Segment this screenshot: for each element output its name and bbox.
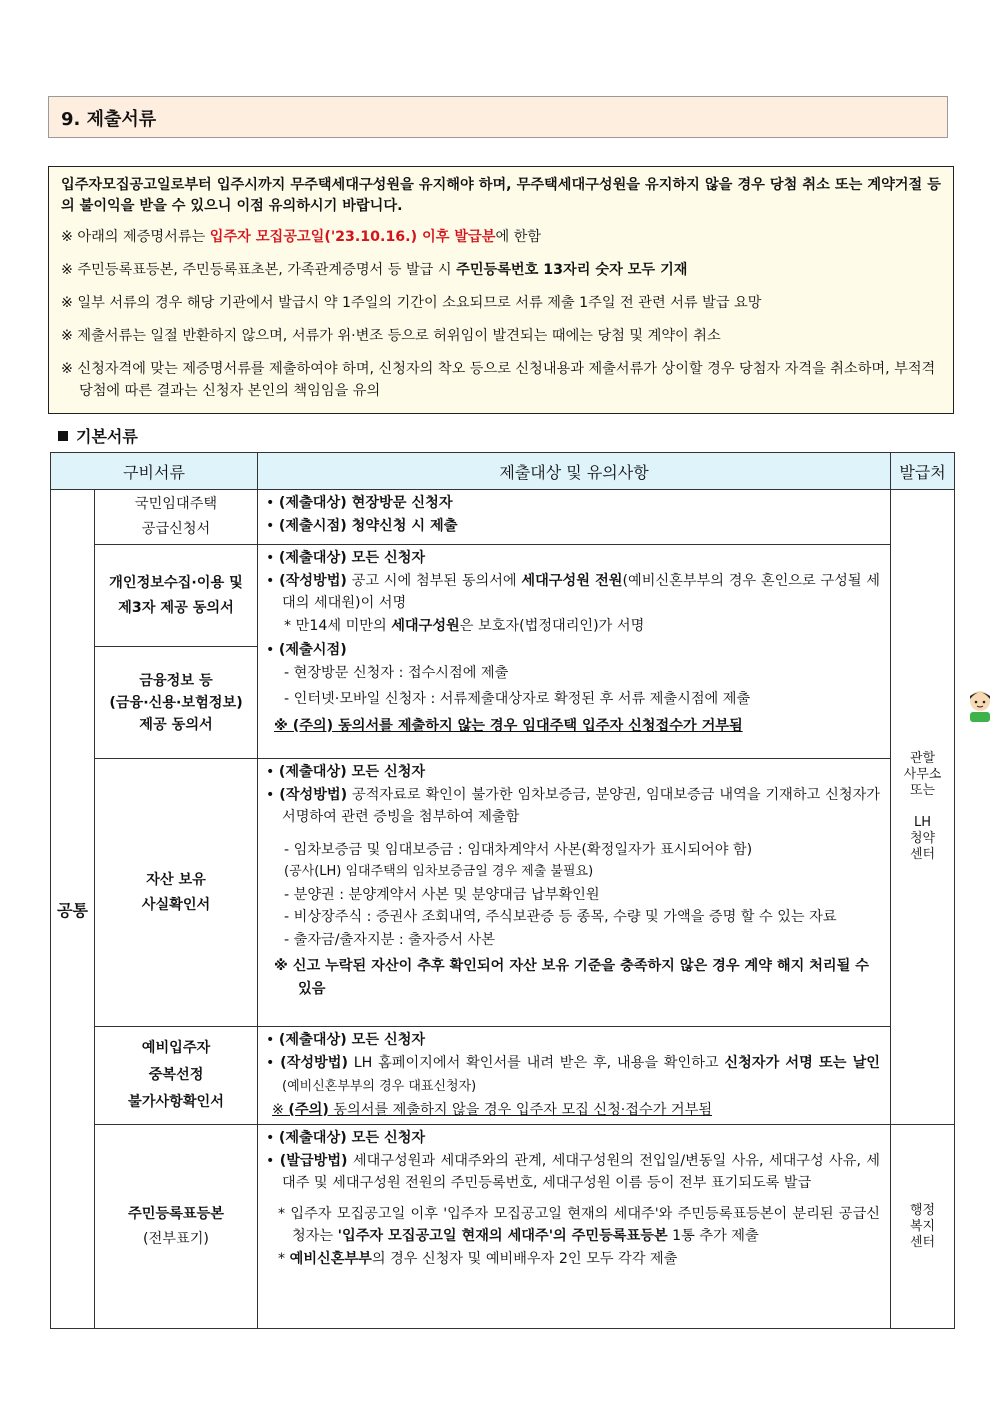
notice-item: ※ 제출서류는 일절 반환하지 않으며, 서류가 위·변조 등으로 허위임이 발견되는 때에는 당첨 및 계약이 취소 <box>61 328 721 344</box>
assistant-avatar-icon[interactable] <box>963 686 997 724</box>
notice-item: ※ 주민등록표등본, 주민등록표초본, 가족관계증명서 등 발급 시 주민등록번호 13자리 숫자 모두 기재 <box>61 262 688 278</box>
subsection-title: 기본서류 <box>58 424 138 447</box>
category-cell: 공통 <box>51 490 95 1329</box>
doc-detail: • (제출대상) 모든 신청자 • (작성방법) 공적자료로 확인이 불가한 임차보증금, 분양권, 임대보증금 내역을 기재하고 신청자가 서명하여 관련 증빙을 첨부하여 제출함 - 임차보증금 및 임대보증금 : 임대차계약서 사본(확정일자가 표시되어야 함) (공사(LH) 임대주택의 임차보증금일 경우 제출 불필요) - 분양권 : 분양계약서 사본 및 분양대금 납부확인원 - 비상장주식 : 증권사 조회내역, 주식보관증 등 종목, 수량 및 가액을 증명 할 수 있는 자료 - 출자금/출자지분 : 출자증서 사본 ※ 신고 누락된 자산이 추후 확인되어 자산 보유 기준을 충족하지 않은 경우 계약 해지 처리될 수 있음 <box>258 759 891 1027</box>
issuer-cell: 행정 복지 센터 <box>891 1125 955 1329</box>
square-bullet-icon <box>58 431 68 441</box>
header-doc: 구비서류 <box>51 453 258 490</box>
notice-lead: 입주자모집공고일로부터 입주시까지 무주택세대구성원을 유지해야 하며, 무주택세대구성원을 유지하지 않을 경우 당첨 취소 또는 계약거절 등의 불이익을 받을 수 있으니 이점 유의하시기 바랍니다. <box>61 177 941 214</box>
header-detail: 제출대상 및 유의사항 <box>258 453 891 490</box>
table-header-row <box>51 453 955 490</box>
table-row <box>51 490 955 545</box>
doc-name: 주민등록표등본 (전부표기) <box>95 1125 258 1329</box>
doc-name: 국민임대주택 공급신청서 <box>95 490 258 545</box>
doc-detail: • (제출대상) 모든 신청자 • (작성방법) LH 홈페이지에서 확인서를 내려 받은 후, 내용을 확인하고 신청자가 서명 또는 날인 (예비신혼부부의 경우 대표신청자) ※ (주의) 동의서를 제출하지 않을 경우 입주자 모집 신청·접수가 거부됨 <box>258 1027 891 1125</box>
section-title: 9. 제출서류 <box>48 96 948 138</box>
table-row <box>51 1125 955 1329</box>
doc-detail: • (제출대상) 모든 신청자 • (작성방법) 공고 시에 첨부된 동의서에 세대구성원 전원(예비신혼부부의 경우 혼인으로 구성될 세대의 세대원)이 서명 * 만14세 미만의 세대구성원은 보호자(법정대리인)가 서명 • (제출시점) - 현장방문 신청자 : 접수시점에 제출 - 인터넷·모바일 신청자 : 서류제출대상자로 확정된 후 서류 제출시점에 제출 ※ (주의) 동의서를 제출하지 않는 경우 임대주택 입주자 신청접수가 거부됨 <box>258 545 891 759</box>
notice-item: ※ 아래의 제증명서류는 입주자 모집공고일('23.10.16.) 이후 발급분에 한함 <box>61 229 542 245</box>
header-issuer: 발급처 <box>891 453 955 490</box>
doc-detail: • (제출대상) 모든 신청자 • (발급방법) 세대구성원과 세대주와의 관계, 세대구성원의 전입일/변동일 사유, 세대구성 사유, 세대주 및 세대구성원 전원의 주민등록번호, 세대구성원 이름 등이 전부 표기되도록 발급 * 입주자 모집공고일 이후 '입주자 모집공고일 현재의 세대주'와 주민등록표등본이 분리된 공급신청자는 '입주자 모집공고일 현재의 세대주'의 주민등록표등본 1통 추가 제출 * 예비신혼부부의 경우 신청자 및 예비배우자 2인 모두 각각 제출 <box>258 1125 891 1329</box>
table-row <box>51 759 955 1027</box>
doc-name: 개인정보수집·이용 및 제3자 제공 동의서 <box>95 545 258 647</box>
notice-item: ※ 일부 서류의 경우 해당 기관에서 발급시 약 1주일의 기간이 소요되므로 서류 제출 1주일 전 관련 서류 발급 요망 <box>61 295 762 311</box>
documents-table <box>50 452 955 1329</box>
table-row <box>51 1027 955 1125</box>
doc-name: 금융정보 등 (금융·신용·보험정보) 제공 동의서 <box>95 647 258 759</box>
notice-box <box>48 166 954 414</box>
doc-name: 예비입주자 중복선정 불가사항확인서 <box>95 1027 258 1125</box>
doc-detail: • (제출대상) 현장방문 신청자 • (제출시점) 청약신청 시 제출 <box>258 490 891 545</box>
table-row <box>51 545 955 647</box>
issuer-cell: 관할 사무소 또는 LH 청약 센터 <box>891 490 955 1125</box>
notice-item: ※ 신청자격에 맞는 제증명서류를 제출하여야 하며, 신청자의 착오 등으로 신청내용과 제출서류가 상이할 경우 당첨자 자격을 취소하며, 부적격 당첨에 따른 결과는 신청자 본인의 책임임을 유의 <box>61 361 936 399</box>
doc-name: 자산 보유 사실확인서 <box>95 759 258 1027</box>
